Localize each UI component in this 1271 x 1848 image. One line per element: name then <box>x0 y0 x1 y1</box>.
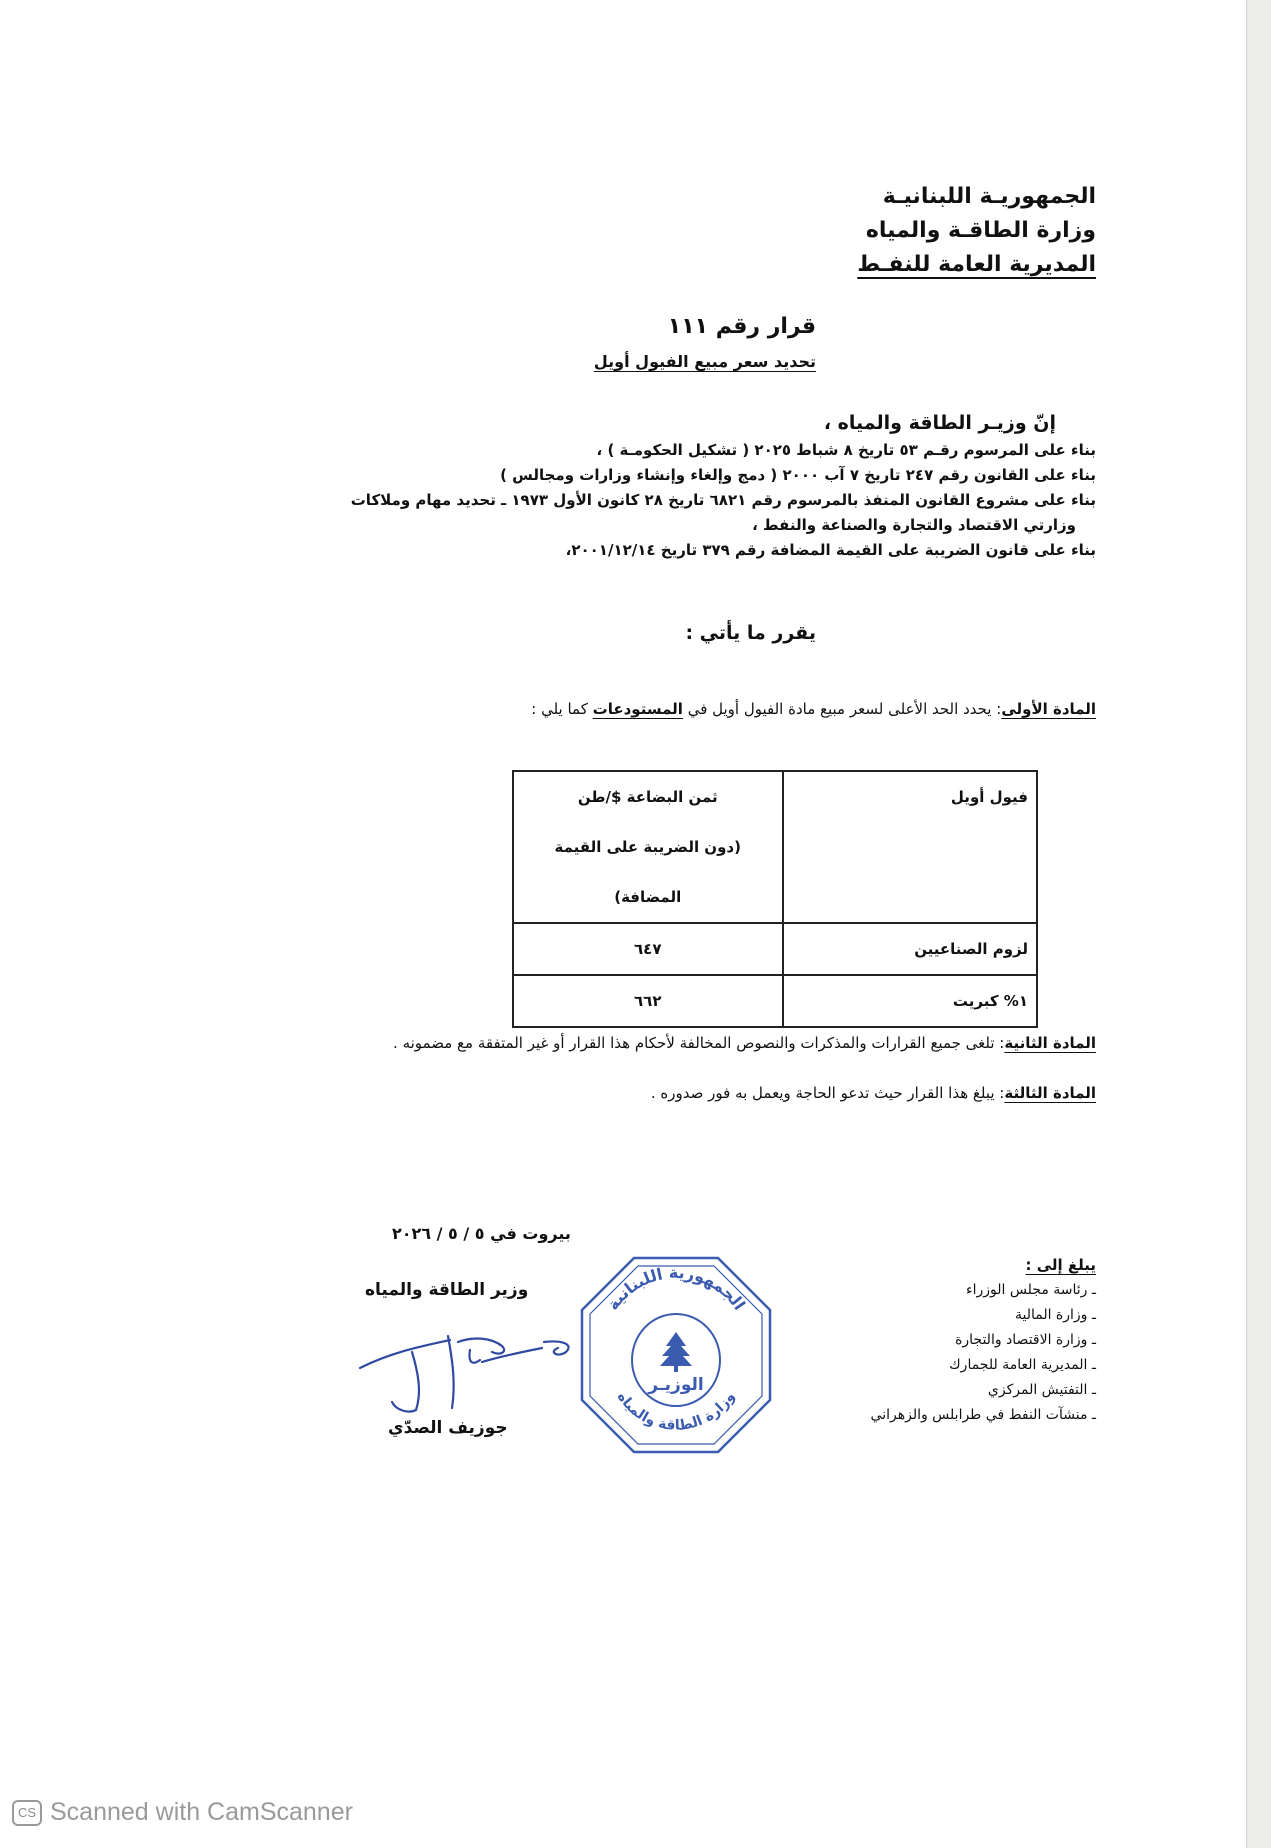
list-item: ـ التفتيش المركزي <box>987 1382 1096 1398</box>
camscanner-logo-icon: CS <box>12 1800 42 1826</box>
article-3 <box>651 1084 1096 1102</box>
list-item: ـ وزارة الاقتصاد والتجارة <box>955 1332 1096 1348</box>
camscanner-text: Scanned with CamScanner <box>50 1798 353 1826</box>
article-1-text-c: كما يلي : <box>531 700 593 718</box>
article-1-label: المادة الأولى <box>1001 700 1096 718</box>
list-item: ـ منشآت النفط في طرابلس والزهراني <box>870 1407 1096 1423</box>
price-table <box>512 770 1038 1028</box>
preamble <box>276 408 1096 563</box>
preamble-line: بناء على المرسوم رقـم ٥٣ تاريخ ٨ شباط ٢٠٢٥ ( تشكيل الحكومـة ) ، <box>596 441 1096 459</box>
preamble-line: بناء على مشروع القانون المنفذ بالمرسوم رقم ٦٨٢١ تاريخ ٢٨ كانون الأول ١٩٧٣ ـ تحديد مهام وملاكات <box>350 491 1096 509</box>
svg-text:الجمهورية اللبنانية <box>603 1263 749 1314</box>
signature-image <box>352 1322 582 1418</box>
ministry-name: وزارة الطاقـة والمياه <box>865 218 1096 243</box>
list-item: ـ رئاسة مجلس الوزراء <box>965 1282 1096 1298</box>
preamble-first-line: إنّ وزيـر الطاقة والمياه ، <box>823 412 1056 434</box>
decision-subject: تحديد سعر مبيع الفيول أويل <box>593 352 816 371</box>
price-header-line1: ثمن البضاعة $/طن <box>577 788 718 806</box>
minister-name: جوزيف الصدّي <box>388 1418 508 1438</box>
ministry-seal-image <box>574 1250 778 1460</box>
seal-center-text: الوزيـر <box>648 1375 704 1395</box>
preamble-line: وزارتي الاقتصاد والتجارة والصناعة والنفط ، <box>752 516 1076 534</box>
price-header-line2: (دون الضريبة على القيمة المضافة) <box>554 838 741 906</box>
decision-number: قرار رقم ١١١ <box>667 314 816 339</box>
letterhead <box>596 180 1096 282</box>
table-cell-price: ٦٤٧ <box>513 923 783 975</box>
svg-text:وزارة الطاقة والمياه <box>614 1389 738 1434</box>
scan-edge <box>1246 0 1271 1848</box>
directorate-name: المديرية العامة للنفـط <box>857 252 1096 277</box>
article-1-text-a: : يحدد الحد الأعلى لسعر مبيع مادة الفيول أويل في <box>682 700 1002 718</box>
article-2-text: : تلغى جميع القرارات والمذكرات والنصوص المخالفة لأحكام هذا القرار أو غير المتفقة مع مضمونه . <box>393 1034 1005 1052</box>
preamble-line: بناء على القانون رقم ٢٤٧ تاريخ ٧ آب ٢٠٠٠ ( دمج وإلغاء وإنشاء وزارات ومجالس ) <box>500 466 1096 484</box>
table-cell-product: لزوم الصناعيين <box>783 923 1037 975</box>
table-cell-product: ١% كبريت <box>783 975 1037 1027</box>
preamble-line: بناء على قانون الضريبة على القيمة المضافة رقم ٣٧٩ تاريخ ٢٠٠١/١٢/١٤، <box>565 541 1096 559</box>
table-header-product: فيول أويل <box>783 771 1037 923</box>
table-row <box>513 923 1037 975</box>
article-2 <box>393 1034 1096 1052</box>
table-header-row <box>513 771 1037 923</box>
seal-bottom-text: وزارة الطاقة والمياه <box>613 1389 739 1434</box>
article-2-label: المادة الثانية <box>1004 1034 1096 1052</box>
list-item: ـ المديرية العامة للجمارك <box>949 1357 1096 1373</box>
cedar-icon <box>660 1332 692 1372</box>
resolve-heading: يقرر ما يأتي : <box>685 622 816 644</box>
republic-name: الجمهوريـة اللبنانيـة <box>882 184 1096 209</box>
notify-list <box>776 1252 1096 1428</box>
seal-ring-text: الجمهورية اللبنانية <box>603 1262 750 1314</box>
article-1 <box>531 700 1096 718</box>
minister-title: وزير الطاقة والمياه <box>365 1280 529 1300</box>
table-cell-price: ٦٦٢ <box>513 975 783 1027</box>
place-date: بيروت في ٥ / ٥ / ٢٠٢٦ <box>392 1224 571 1243</box>
notify-title: يبلغ إلى : <box>1025 1256 1096 1274</box>
list-item: ـ وزارة المالية <box>1014 1307 1096 1323</box>
table-row <box>513 975 1037 1027</box>
table-header-price <box>513 771 783 923</box>
article-1-text-b: المستودعات <box>592 700 683 718</box>
article-3-text: : يبلغ هذا القرار حيث تدعو الحاجة ويعمل به فور صدوره . <box>650 1084 1005 1102</box>
camscanner-watermark <box>12 1798 353 1827</box>
article-3-label: المادة الثالثة <box>1004 1084 1096 1102</box>
